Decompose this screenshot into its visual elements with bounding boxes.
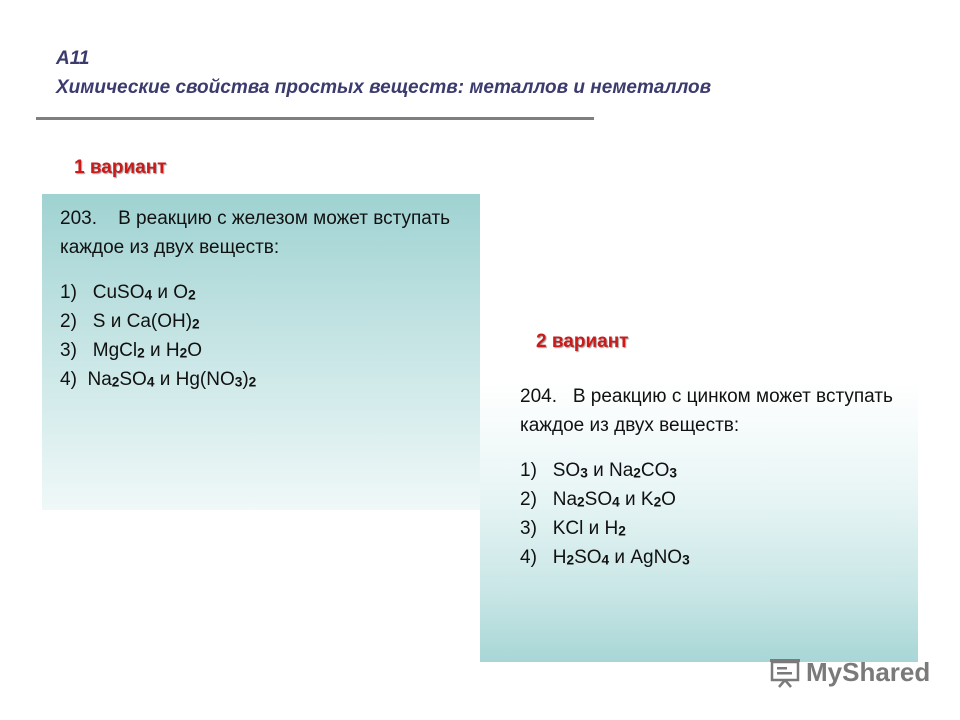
- answer-option: 3) MgCl$_2$ и $H_2O$: [60, 336, 480, 365]
- answer-option: 2) S и $Ca(OH)_2$: [60, 307, 480, 336]
- answer-number: 1): [520, 460, 537, 481]
- answer-number: 2): [60, 311, 77, 332]
- slide-heading: [56, 44, 711, 102]
- variant-2-task-box: [480, 382, 918, 662]
- answer-number: 1): [60, 282, 77, 303]
- answer-list: [520, 456, 918, 572]
- answer-number: 3): [60, 340, 77, 361]
- variant-2-label: 2 вариант: [536, 331, 629, 352]
- projector-screen-icon: [768, 656, 802, 688]
- answer-list: [60, 278, 480, 394]
- answer-option: 2) $Na_2SO_4$ и $K_2O$: [520, 485, 918, 514]
- task-text: [60, 204, 480, 262]
- answer-option: 1) $SO_3$ и $Na_2CO_3$: [520, 456, 918, 485]
- watermark-text: MyShared: [806, 656, 931, 687]
- answer-number: 4): [520, 547, 537, 568]
- answer-number: 3): [520, 518, 537, 539]
- answer-option: 4) $Na_2SO_4$ и $Hg(NO_3)_2$: [60, 365, 480, 394]
- task-number: 203.: [60, 208, 97, 229]
- heading-divider: [36, 117, 594, 120]
- answer-option: 4) $H_2SO_4$ и AgNO$_3$: [520, 543, 918, 572]
- answer-number: 4): [60, 369, 77, 390]
- task-number: 204.: [520, 386, 557, 407]
- answer-number: 2): [520, 489, 537, 510]
- task-question: В реакцию с цинком может вступать каждое из двух веществ:: [520, 386, 893, 436]
- answer-option: 1) CuSO$_4$ и $O_2$: [60, 278, 480, 307]
- task-text: [520, 382, 918, 440]
- variant-1-task-box: [42, 194, 480, 510]
- page-title: Химические свойства простых веществ: металлов и неметаллов: [56, 77, 712, 98]
- task-code: А11: [56, 48, 90, 69]
- task-question: В реакцию с железом может вступать каждое из двух веществ:: [60, 208, 451, 258]
- variant-1-label: 1 вариант: [74, 157, 167, 178]
- watermark-logo: [768, 656, 930, 688]
- answer-option: 3) KCl и $H_2$: [520, 514, 918, 543]
